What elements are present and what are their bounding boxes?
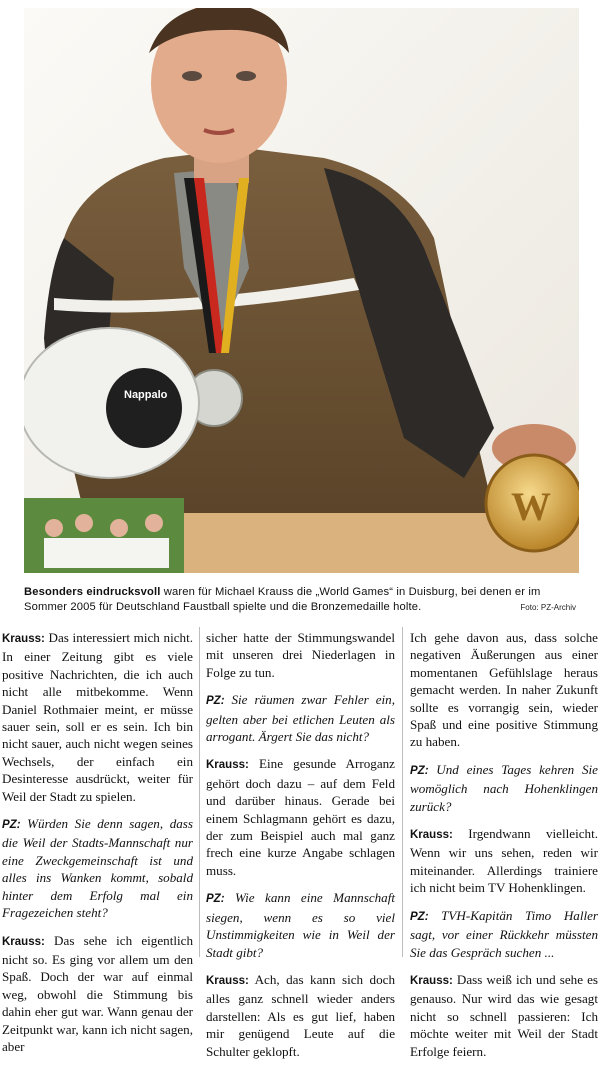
question-text: Wie kann eine Mannschaft siegen, wenn es so viel Unstimmigkeiten wie in Weil der Stadt gibt? xyxy=(206,890,395,960)
portrait-photo-illustration xyxy=(24,8,579,573)
answer-text: Irgendwann vielleicht. Wenn wir uns sehen, reden wir miteinander. Allerdings trainiere ich nicht beim TV Hohenklingen. xyxy=(410,826,598,896)
article-column-1 xyxy=(2,629,193,1065)
interview-paragraph xyxy=(206,629,395,681)
answer-text: Das sehe ich eigentlich nicht so. Es ging vor allem um den Spaß. Doch der war auf einmal weg, obwohl die Stimmung bis dahin eher gut war. Wann genau der Zeitpunkt war, kann ich nicht sagen, aber xyxy=(2,932,193,1054)
interview-paragraph xyxy=(2,932,193,1056)
speaker-label: Krauss: xyxy=(410,829,453,842)
speaker-label: Krauss: xyxy=(206,974,249,987)
answer-text: Eine gesunde Arroganz gehört doch dazu – auf dem Feld und darüber hinaus. Gerade bei einem Schlagmann gehört es dazu, der zum Beispiel auch mal ganz frech eine kurze Angabe schlagen muss. xyxy=(206,756,395,878)
speaker-label: Krauss: xyxy=(410,974,453,987)
interview-paragraph xyxy=(2,629,193,805)
column-divider xyxy=(402,627,403,957)
interview-paragraph xyxy=(410,761,598,815)
answer-text: Ich gehe davon aus, dass solche negativen Äußerungen aus einer momentanen Gefühlslage heraus gemacht werden. In naher Zukunft sollte es vorrangig sein, wieder Spaß und eine positive Stimmung zu haben. xyxy=(410,630,598,750)
question-text: Und eines Tages kehren Sie womöglich nach Hohenklingen zurück? xyxy=(410,761,598,814)
speaker-label: PZ: xyxy=(2,819,21,832)
interview-paragraph xyxy=(410,825,598,897)
caption-text: waren für Michael Krauss die „World Games“ in Duisburg, bei denen er im Sommer 2005 für Deutschland Faustball spielte und die Bronzemedaille holte. xyxy=(24,586,541,613)
answer-text: sicher hatte der Stimmungswandel mit unseren drei Niederlagen in Folge zu tun. xyxy=(206,630,395,680)
interview-paragraph xyxy=(410,629,598,751)
answer-text: Das interessiert mich nicht. In einer Zeitung gibt es viele positive Nachrichten, die ich auch nicht alle mitbekomme. Wenn Daniel Rothmaier meint, er müsse sauer sein, soll er es sein. Ich bin nicht sauer, auch nicht wegen seines Wechsels, der einfach ein Desinteresse ausdrückt, weiter für Weil der Stadt zu spielen. xyxy=(2,630,193,804)
interview-paragraph xyxy=(410,907,598,961)
speaker-label: PZ: xyxy=(206,695,225,708)
caption-lead: Besonders eindrucksvoll xyxy=(24,586,161,598)
article-photo xyxy=(24,8,579,573)
interview-paragraph xyxy=(2,815,193,921)
article-column-2 xyxy=(206,629,395,1070)
speaker-label: Krauss: xyxy=(206,759,249,772)
photo-caption xyxy=(24,585,584,615)
question-text: Würden Sie denn sagen, dass die Weil der Stadts-Mannschaft nur eine Zweckgemeinschaft ist und alles ins Wanken kommt, sobald hinter dem Erfolg mal ein Fragezeichen steht? xyxy=(2,816,193,921)
speaker-label: PZ: xyxy=(206,893,225,906)
medal-emblem-text: W xyxy=(511,484,551,529)
speaker-label: Krauss: xyxy=(2,935,45,948)
speaker-label: Krauss: xyxy=(2,633,45,645)
answer-text: Ach, das kann sich doch alles ganz schnell wieder anders darstellen: Als es gut lief, haben mir genügend Leute auf die Schulter geklopft. xyxy=(206,971,395,1059)
interview-paragraph xyxy=(206,755,395,879)
answer-text: Dass weiß ich und sehe es genauso. Nur wird das wie gesagt nicht so schnell passieren: Ich möchte weiter mit Weil der Stadt Erfolge feiern. xyxy=(410,971,598,1059)
photo-credit: Foto: PZ-Archiv xyxy=(520,603,576,612)
helmet-logo-text: Nappalo xyxy=(124,389,168,401)
interview-paragraph xyxy=(206,889,395,961)
interview-paragraph xyxy=(206,691,395,745)
interview-paragraph xyxy=(206,971,395,1060)
question-text: Sie räumen zwar Fehler ein, gelten aber bei etlichen Leuten als arrogant. Ärgert Sie das nicht? xyxy=(206,692,395,745)
article-column-3 xyxy=(410,629,598,1070)
speaker-label: PZ: xyxy=(410,764,429,777)
speaker-label: PZ: xyxy=(410,910,429,923)
interview-paragraph xyxy=(410,971,598,1060)
question-text: TVH-Kapitän Timo Haller sagt, vor einer Rückkehr müssten Sie das Gespräch suchen ... xyxy=(410,907,598,960)
column-divider xyxy=(199,627,200,957)
